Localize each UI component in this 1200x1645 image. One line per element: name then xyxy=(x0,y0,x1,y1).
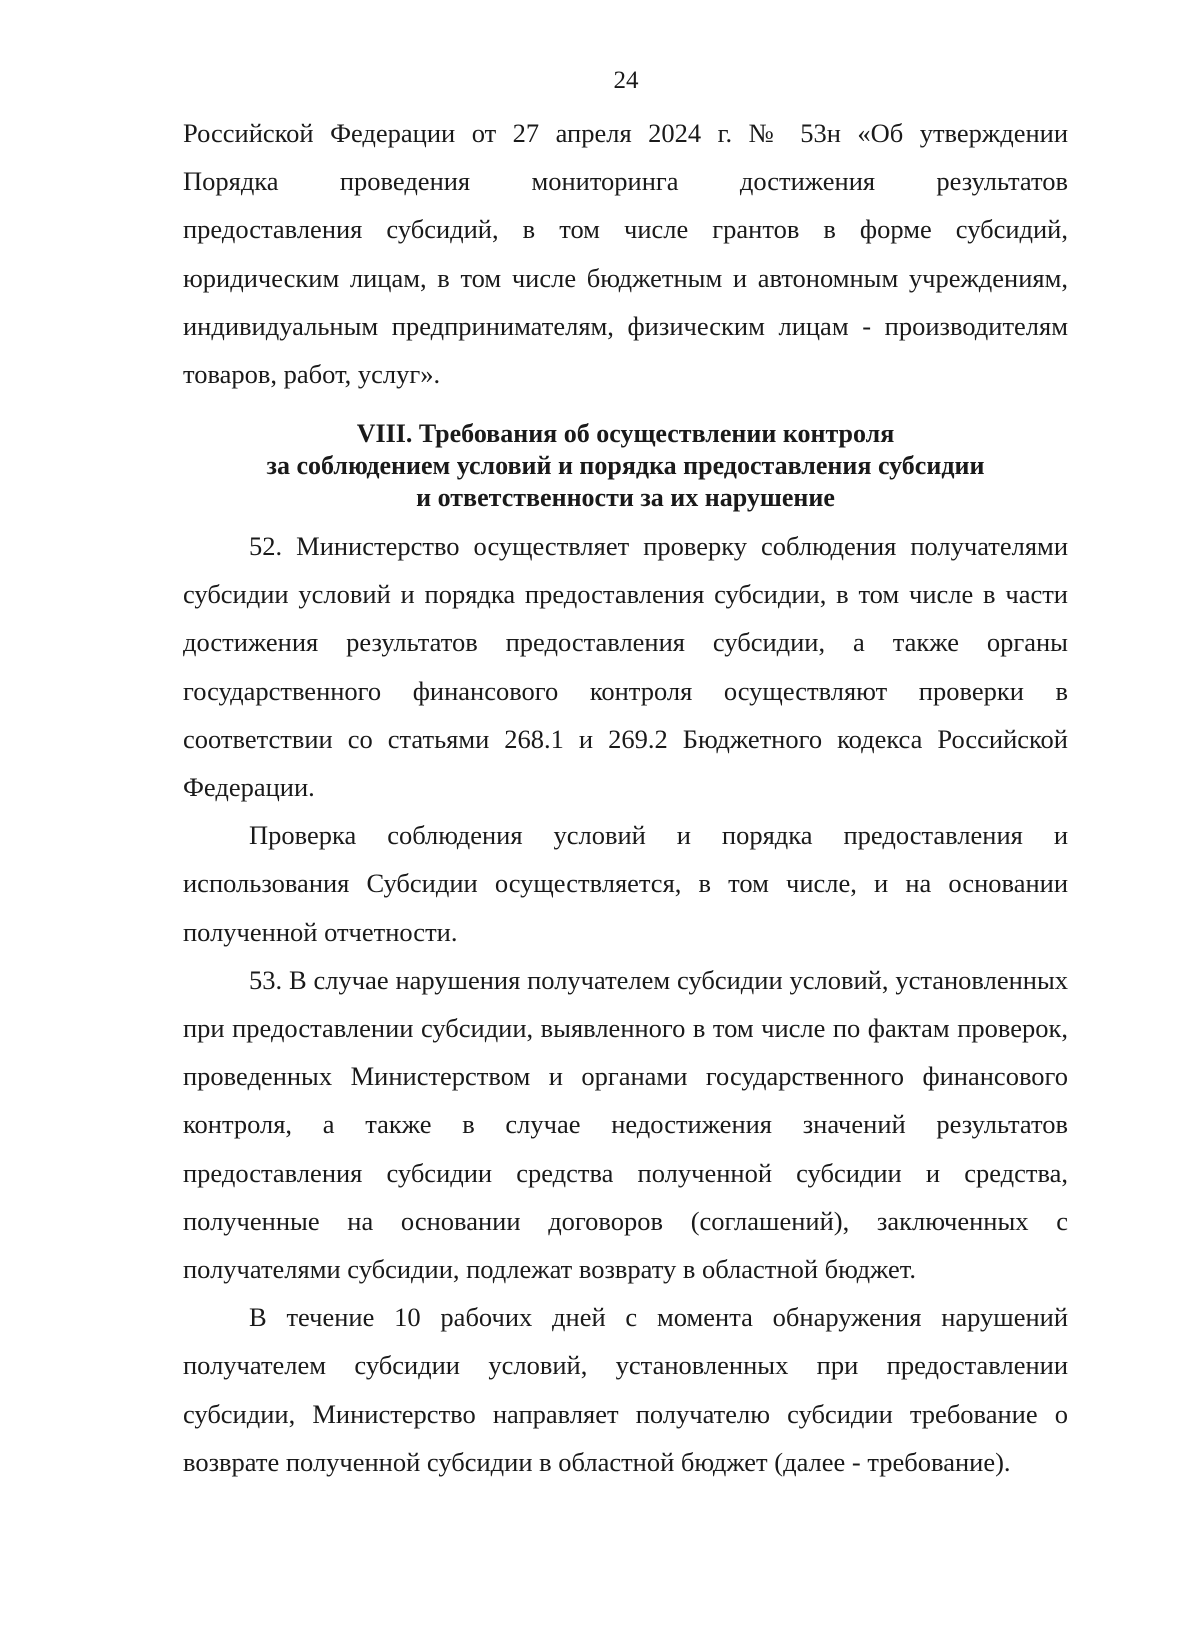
intro-line: Российской Федерации от 27 апреля 2024 г. № 53н «Об утверждении xyxy=(183,118,1068,148)
paragraph-return-demand: В течение 10 рабочих дней с момента обнаружения нарушений получателем субсидии условий, установленных при предоставлении субсидии, Министерство направляет получателю субсидии требование о возврате полученной субсидии в областной бюджет (далее - требование). xyxy=(183,1302,1068,1477)
section-heading xyxy=(183,418,1068,514)
paragraph-52: 52. Министерство осуществляет проверку соблюдения получателями субсидии условий и порядка предоставления субсидии, в том числе в части достижения результатов предоставления субсидии, а также органы государственного финансового контроля осуществляют проверки в соответствии со статьями 268.1 и 269.2 Бюджетного кодекса Российской Федерации. xyxy=(183,531,1068,803)
intro-line-last: товаров, работ, услуг». xyxy=(183,359,441,390)
intro-line: юридическим лицам, в том числе бюджетным и автономным учреждениям, xyxy=(183,262,1068,293)
paragraph-53: 53. В случае нарушения получателем субсидии условий, установленных при предоставлении субсидии, выявленного в том числе по фактам проверок, проведенных Министерством и органами государственного финансового контроля, а также в случае недостижения значений результатов предоставления субсидии средства полученной субсидии и средства, полученные на основании договоров (соглашений), заключенных с получателями субсидии, подлежат возврату в областной бюджет. xyxy=(183,964,1068,1285)
paragraph-verification: Проверка соблюдения условий и порядка предоставления и использования Субсидии осуществляется, в том числе, и на основании полученной отчетности. xyxy=(183,820,1068,947)
intro-line: Порядка проведения мониторинга достижения результатов xyxy=(183,166,1068,197)
section-heading-line: и ответственности за их нарушение xyxy=(416,483,835,512)
section-heading-line: за соблюдением условий и порядка предоставления субсидии xyxy=(266,451,985,480)
intro-line: предоставления субсидий, в том числе грантов в форме субсидий, xyxy=(183,214,1068,245)
page-number: 24 xyxy=(613,67,639,94)
section-heading-line: VIII. Требования об осуществлении контроля xyxy=(356,419,895,448)
section-body xyxy=(183,522,1068,1486)
intro-paragraph xyxy=(183,109,1068,398)
intro-line: индивидуальным предпринимателям, физическим лицам - производителям xyxy=(183,310,1068,341)
